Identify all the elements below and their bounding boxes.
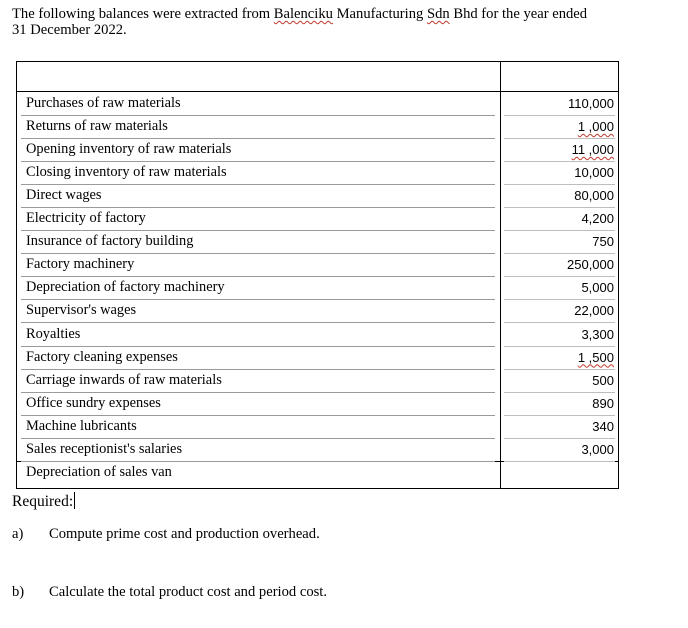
row-label: Supervisor's wages: [26, 302, 137, 319]
row-amount: 890: [592, 395, 614, 411]
text-cursor: [74, 492, 75, 509]
row-label: Depreciation of factory machinery: [26, 279, 225, 296]
row-amount: 250,000: [567, 257, 614, 273]
row-amount: 10,000: [574, 165, 614, 181]
row-amount: 1 ,500: [577, 349, 614, 365]
row-amount: 3,300: [581, 326, 614, 342]
intro-date: 31 December 2022.: [12, 22, 127, 38]
question-text: Compute prime cost and production overhead.: [49, 526, 320, 542]
row-amount: 4,200: [581, 211, 614, 227]
table-row: [17, 393, 620, 416]
question-text: Calculate the total product cost and period cost.: [49, 584, 328, 600]
row-label: Closing inventory of raw materials: [26, 164, 227, 181]
row-label: Office sundry expenses: [26, 394, 161, 411]
table-row: [17, 208, 620, 231]
row-amount: 3,000: [581, 441, 614, 457]
intro-text-start: The following balances were extracted from: [12, 6, 274, 22]
balances-table: [16, 61, 619, 489]
table-row: [17, 254, 620, 277]
row-amount: 340: [592, 418, 614, 434]
company-name-mid: Manufacturing: [332, 6, 427, 22]
row-label: Returns of raw materials: [26, 118, 168, 135]
header-row-divider: [17, 91, 618, 92]
company-name-part2: Sdn: [426, 6, 450, 22]
table-row: [17, 93, 620, 116]
table-row: [17, 416, 620, 439]
row-label: Insurance of factory building: [26, 233, 194, 250]
table-row: [17, 462, 620, 485]
table-row: [17, 347, 620, 370]
row-amount: 1 ,000: [577, 119, 614, 135]
row-amount: 22,000: [574, 303, 614, 319]
table-row: [17, 139, 620, 162]
table-row: [17, 300, 620, 323]
required-label: Required:: [12, 493, 74, 510]
table-row: [17, 370, 620, 393]
required-heading: [12, 492, 75, 511]
table-row: [17, 185, 620, 208]
row-amount: 750: [592, 234, 614, 250]
table-row: [17, 324, 620, 347]
table-row: [17, 116, 620, 139]
question-letter: a): [12, 526, 24, 542]
row-label: Sales receptionist's salaries: [26, 440, 183, 457]
row-label: Depreciation of sales van: [26, 463, 172, 480]
company-name-part1: Balenciku: [273, 6, 333, 22]
row-label: Machine lubricants: [26, 417, 137, 434]
row-amount: 500: [592, 372, 614, 388]
row-label: Electricity of factory: [26, 210, 146, 227]
row-label: Royalties: [26, 325, 81, 342]
table-row: [17, 277, 620, 300]
row-label: Direct wages: [26, 187, 102, 204]
row-amount: 110,000: [567, 96, 614, 111]
row-amount: 5,000: [581, 280, 614, 296]
row-amount: 11 ,000: [571, 142, 614, 158]
row-amount: 80,000: [574, 188, 614, 204]
intro-text-end: Bhd for the year ended: [449, 6, 588, 22]
row-label: Factory machinery: [26, 256, 135, 273]
row-label: Opening inventory of raw materials: [26, 141, 232, 158]
intro-paragraph: [12, 6, 672, 38]
row-label: Purchases of raw materials: [26, 95, 181, 111]
table-row: [17, 231, 620, 254]
row-label: Factory cleaning expenses: [26, 348, 178, 365]
row-label: Carriage inwards of raw materials: [26, 371, 222, 388]
table-row: [17, 439, 620, 462]
question-letter: b): [12, 584, 25, 600]
table-row: [17, 162, 620, 185]
